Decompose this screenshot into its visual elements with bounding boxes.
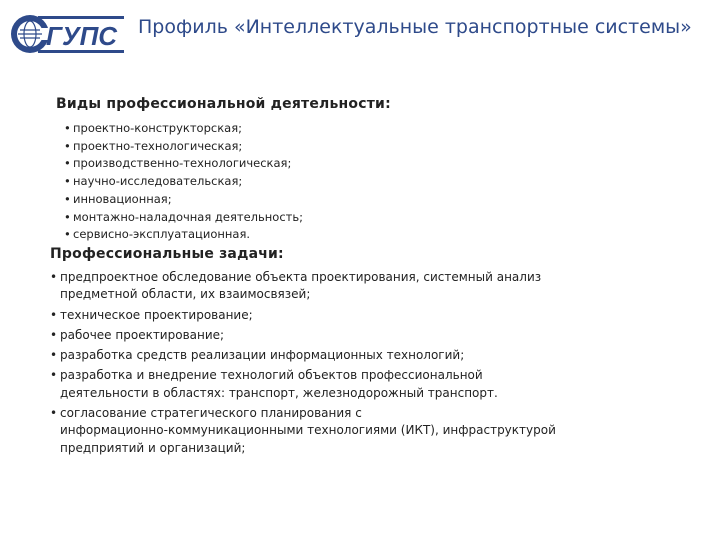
bullet-icon: • — [64, 209, 71, 224]
logo-lettering: ГУПС — [46, 21, 118, 51]
list-item: • согласование стратегического планирования с информационно-коммуникационными технологиями (ИКТ), инфраструктурой предприятий и организаций; — [50, 406, 556, 455]
list-item: • сервисно-эксплуатационная. — [64, 226, 303, 244]
list-item: • разработка и внедрение технологий объектов профессиональной деятельности в областях: транспорт, железнодорожный транспорт. — [50, 368, 498, 400]
bullet-icon: • — [64, 191, 71, 206]
bullet-icon: • — [50, 327, 58, 342]
activities-list — [64, 120, 303, 244]
bullet-icon: • — [64, 138, 71, 153]
bullet-icon: • — [64, 121, 71, 135]
list-item: • проектно-конструкторская; — [64, 120, 303, 138]
list-item: • техническое проектирование; — [50, 307, 690, 324]
list-item: • предпроектное обследование объекта проектирования, системный анализ предметной области, их взаимосвязей; — [50, 270, 542, 302]
bullet-icon: • — [50, 270, 58, 284]
list-item: • разработка средств реализации информационных технологий; — [50, 347, 690, 364]
university-logo — [8, 8, 126, 60]
list-item: • рабочее проектирование; — [50, 327, 690, 344]
bullet-icon: • — [64, 174, 71, 189]
list-item: • научно-исследовательская; — [64, 173, 303, 191]
bullet-icon: • — [50, 348, 58, 363]
bullet-icon: • — [50, 406, 58, 421]
bullet-icon: • — [64, 227, 71, 242]
bullet-icon: • — [50, 368, 58, 383]
list-item: • производственно-технологическая; — [64, 155, 303, 173]
page-title: Профиль «Интеллектуальные транспортные системы» — [138, 16, 692, 38]
list-item: • монтажно-наладочная деятельность; — [64, 209, 303, 227]
activities-heading: Виды профессиональной деятельности: — [56, 96, 391, 112]
list-item: • проектно-технологическая; — [64, 138, 303, 156]
tasks-list — [50, 269, 690, 460]
tasks-heading: Профессиональные задачи: — [50, 246, 284, 262]
list-item: • инновационная; — [64, 191, 303, 209]
bullet-icon: • — [50, 307, 58, 322]
bullet-icon: • — [64, 156, 71, 171]
